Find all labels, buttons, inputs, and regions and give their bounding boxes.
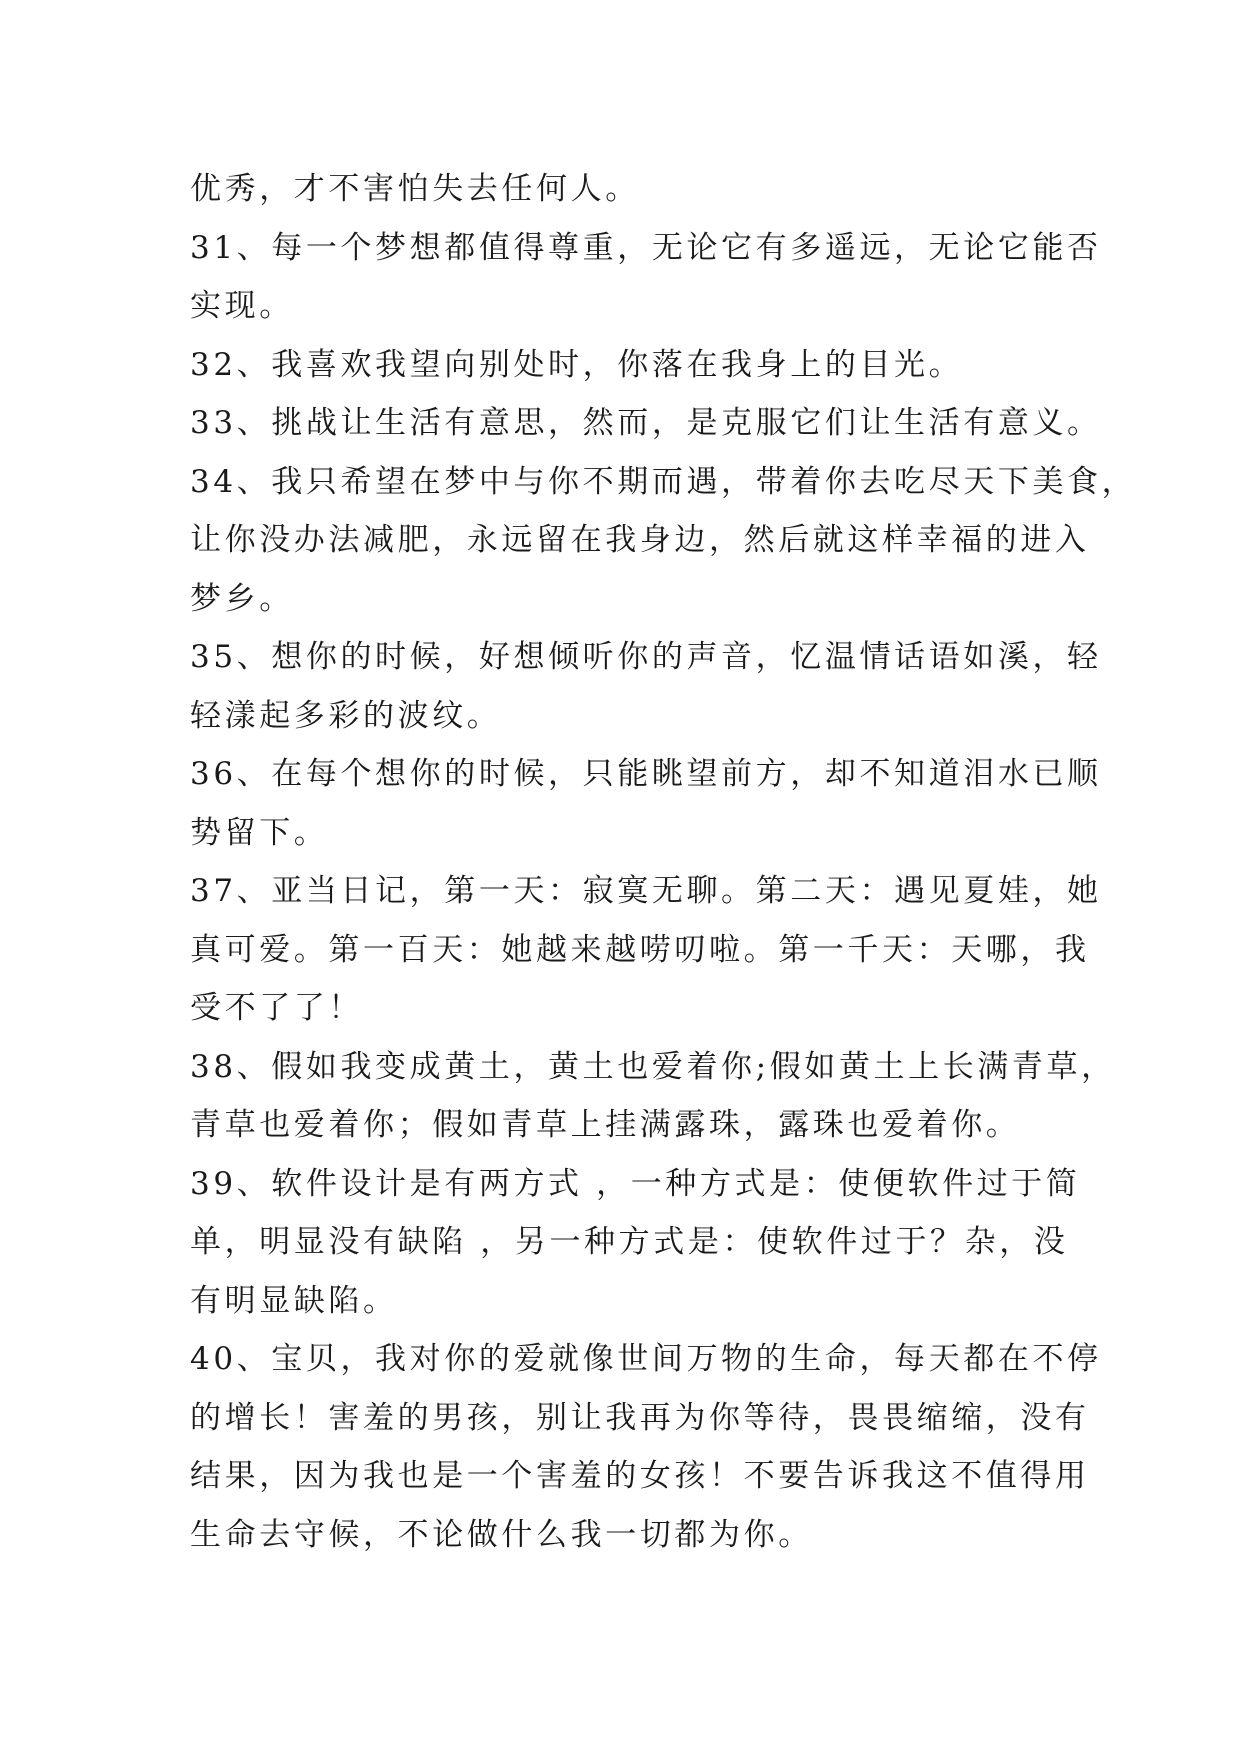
- text-line: 让你没办法减肥，永远留在我身边，然后就这样幸福的进入: [190, 522, 1090, 558]
- text-line: 真可爱。第一百天：她越来越唠叨啦。第一千天：天哪，我: [190, 931, 1090, 968]
- text-line: 结果，因为我也是一个害羞的女孩！不要告诉我这不值得用: [190, 1458, 1090, 1494]
- text-line: 39、软件设计是有两方式 ，一种方式是：使便软件过于简: [190, 1165, 1081, 1202]
- text-line: 32、我喜欢我望向别处时，你落在我身上的目光。: [190, 346, 964, 383]
- text-line: 34、我只希望在梦中与你不期而遇，带着你去吃尽天下美食，: [190, 463, 1137, 500]
- text-line: 35、想你的时候，好想倾听你的声音，忆温情话语如溪，轻: [190, 639, 1102, 675]
- text-line: 36、在每个想你的时候，只能眺望前方，却不知道泪水已顺: [190, 756, 1102, 792]
- text-line: 生命去守候，不论做什么我一切都为你。: [190, 1516, 813, 1553]
- document-body: [190, 160, 1137, 1564]
- text-line: 38、假如我变成黄土，黄土也爱着你;假如黄土上长满青草，: [190, 1048, 1116, 1085]
- text-line: 实现。: [190, 288, 294, 324]
- text-line: 势留下。: [190, 814, 329, 851]
- text-line: 受不了了！: [190, 990, 363, 1026]
- text-line: 青草也爱着你；假如青草上挂满露珠，露珠也爱着你。: [190, 1107, 1021, 1143]
- text-line: 优秀，才不害怕失去任何人。: [190, 171, 640, 207]
- text-line: 40、宝贝，我对你的爱就像世间万物的生命，每天都在不停: [190, 1341, 1102, 1377]
- text-line: 轻漾起多彩的波纹。: [190, 697, 502, 734]
- text-line: 33、挑战让生活有意思，然而，是克服它们让生活有意义。: [190, 405, 1102, 441]
- text-line: 31、每一个梦想都值得尊重，无论它有多遥远，无论它能否: [190, 229, 1102, 266]
- text-line: 的增长！害羞的男孩，别让我再为你等待，畏畏缩缩，没有: [190, 1399, 1090, 1436]
- text-line: 37、亚当日记，第一天：寂寞无聊。第二天：遇见夏娃，她: [190, 873, 1102, 909]
- text-line: 梦乡。: [190, 580, 294, 617]
- text-line: 有明显缺陷。: [190, 1282, 398, 1319]
- text-line: 单，明显没有缺陷 ，另一种方式是：使软件过于？杂，没: [190, 1224, 1069, 1260]
